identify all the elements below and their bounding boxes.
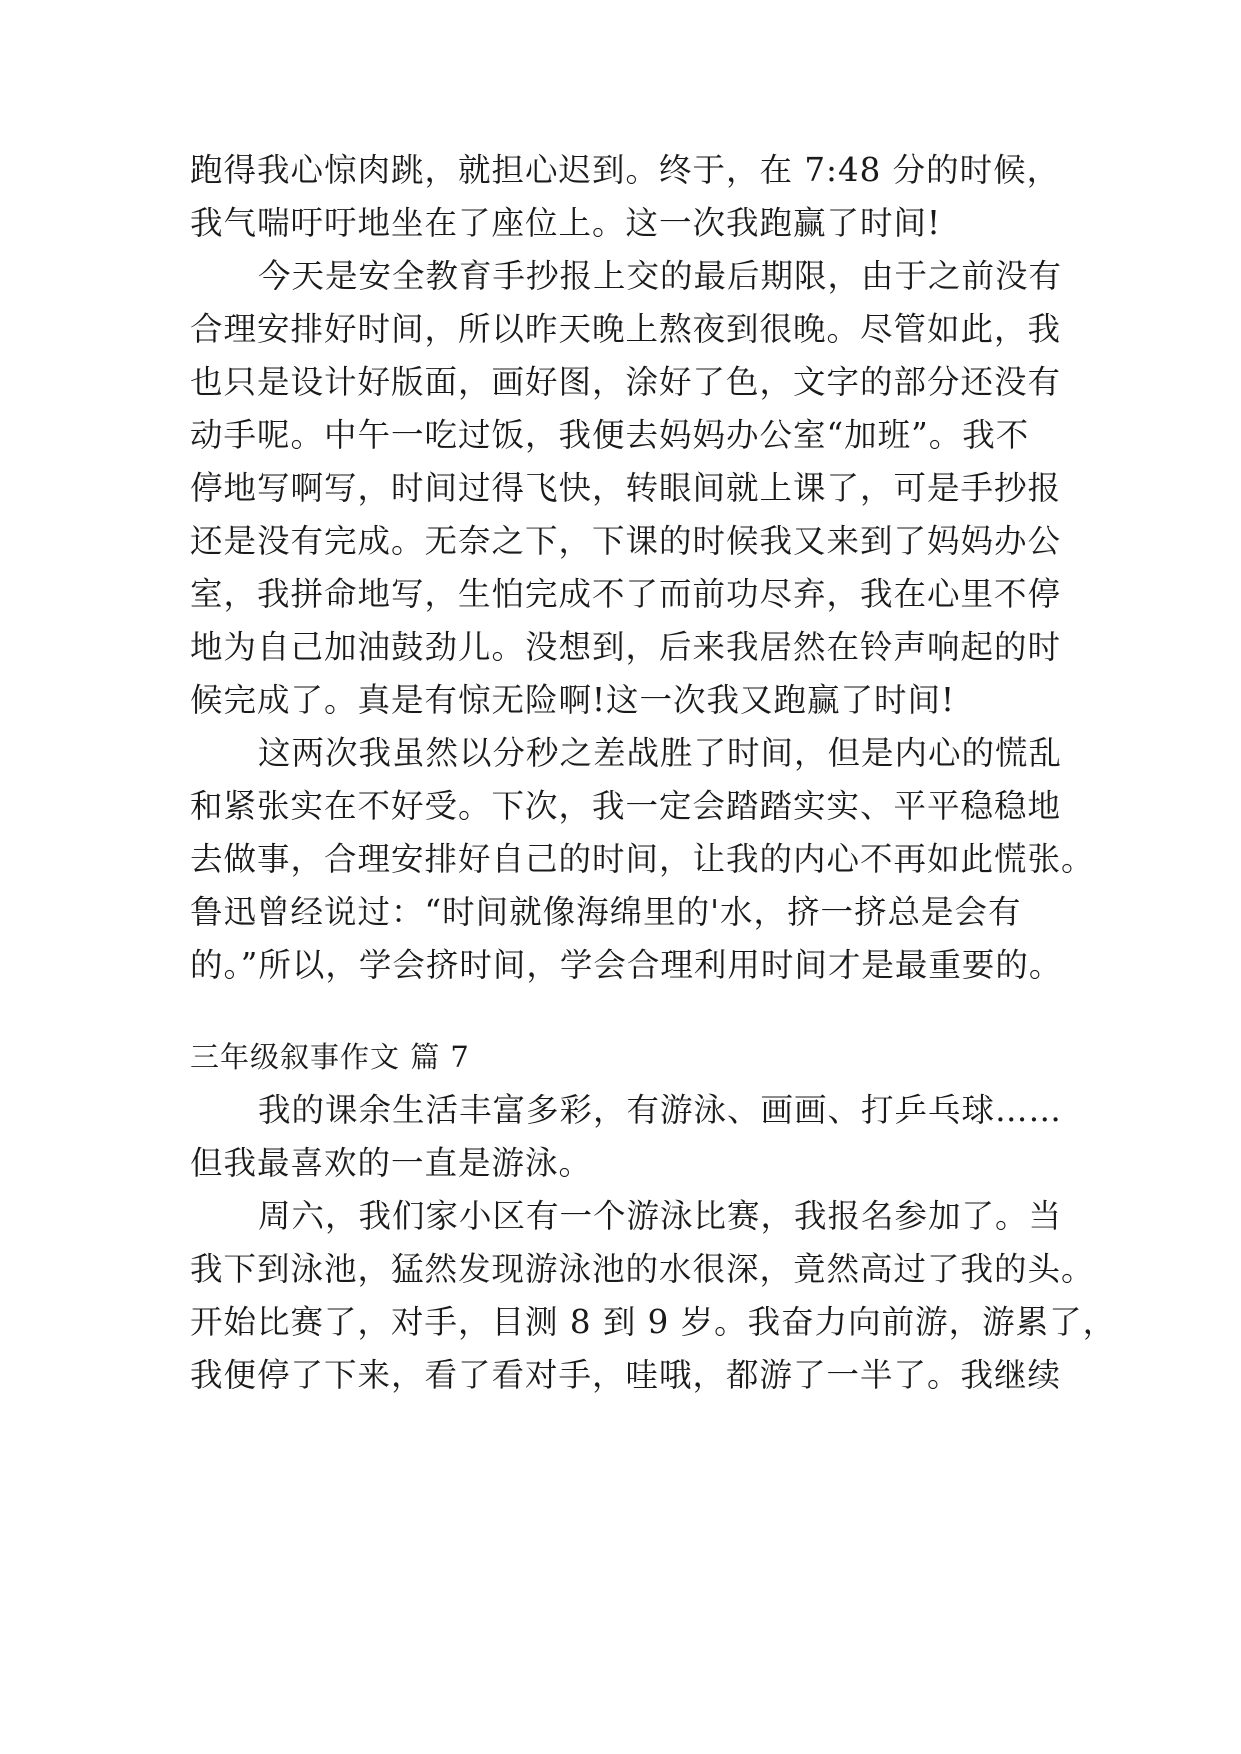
paragraph-line: 但我最喜欢的一直是游泳。 [190, 1144, 593, 1182]
paragraph-line: 我便停了下来，看了看对手，哇哦，都游了一半了。我继续 [190, 1356, 1062, 1394]
paragraph-line: 室，我拼命地写，生怕完成不了而前功尽弃，我在心里不停 [190, 575, 1062, 613]
paragraph-line: 合理安排好时间，所以昨天晚上熬夜到很晚。尽管如此，我 [190, 310, 1062, 348]
paragraph-line: 动手呢。中午一吃过饭，我便去妈妈办公室“加班”。我不 [190, 416, 1030, 454]
paragraph-line: 的。”所以，学会挤时间，学会合理利用时间才是最重要的。 [190, 946, 1063, 984]
paragraph-line: 我下到泳池，猛然发现游泳池的水很深，竟然高过了我的头。 [190, 1250, 1095, 1288]
paragraph-line: 也只是设计好版面，画好图，涂好了色，文字的部分还没有 [190, 363, 1062, 401]
paragraph-line: 这两次我虽然以分秒之差战胜了时间，但是内心的慌乱 [258, 734, 1063, 772]
paragraph-line: 去做事，合理安排好自己的时间，让我的内心不再如此慌张。 [190, 840, 1095, 878]
section-heading: 三年级叙事作文 篇 7 [190, 1040, 470, 1074]
paragraph-line: 周六，我们家小区有一个游泳比赛，我报名参加了。当 [258, 1197, 1063, 1235]
paragraph-line: 候完成了。真是有惊无险啊!这一次我又跑赢了时间! [190, 681, 956, 719]
paragraph-line: 地为自己加油鼓劲儿。没想到，后来我居然在铃声响起的时 [190, 628, 1062, 666]
paragraph-line: 跑得我心惊肉跳，就担心迟到。终于，在 7:48 分的时候， [190, 151, 1061, 189]
paragraph-line: 今天是安全教育手抄报上交的最后期限，由于之前没有 [258, 257, 1063, 295]
paragraph-line: 和紧张实在不好受。下次，我一定会踏踏实实、平平稳稳地 [190, 787, 1062, 825]
paragraph-line: 还是没有完成。无奈之下，下课的时候我又来到了妈妈办公 [190, 522, 1062, 560]
paragraph-line: 停地写啊写，时间过得飞快，转眼间就上课了，可是手抄报 [190, 469, 1062, 507]
paragraph-line: 我气喘吁吁地坐在了座位上。这一次我跑赢了时间! [190, 204, 942, 242]
paragraph-line: 开始比赛了，对手，目测 8 到 9 岁。我奋力向前游，游累了， [190, 1303, 1117, 1341]
paragraph-line: 我的课余生活丰富多彩，有游泳、画画、打乒乓球…… [258, 1091, 1063, 1129]
paragraph-line: 鲁迅曾经说过：“时间就像海绵里的'水，挤一挤总是会有 [190, 893, 1022, 931]
